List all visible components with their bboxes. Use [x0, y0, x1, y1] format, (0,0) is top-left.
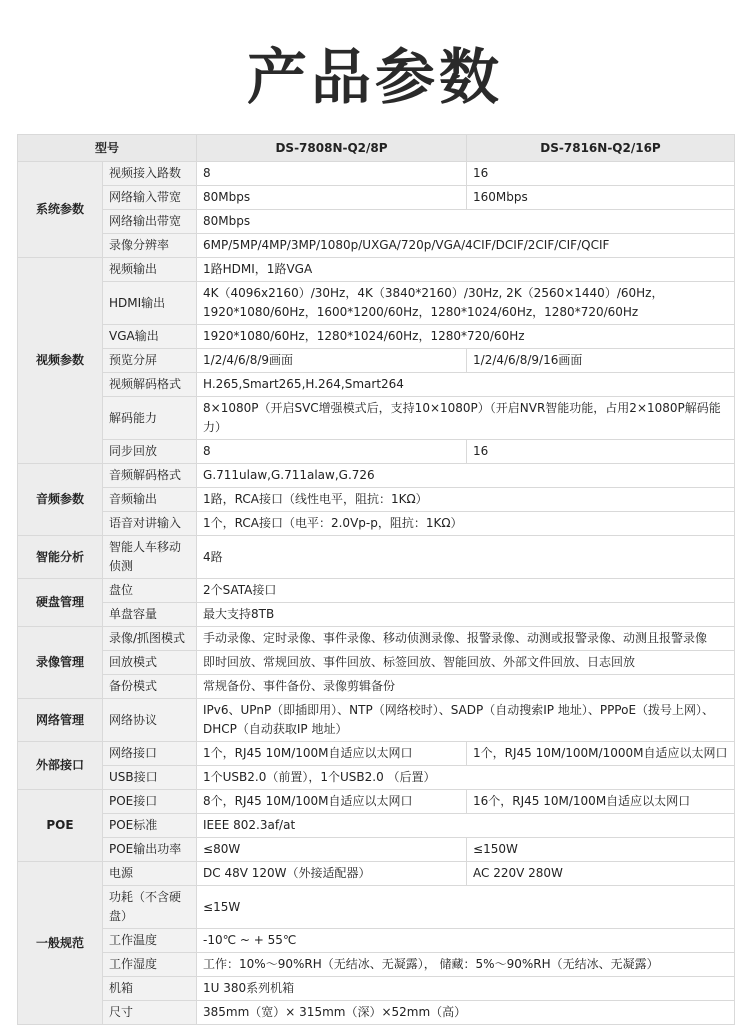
spec-row — [18, 886, 735, 929]
param-value: ≤15W — [197, 886, 735, 929]
spec-row — [18, 862, 735, 886]
category-cell: POE — [18, 790, 103, 862]
spec-row — [18, 699, 735, 742]
spec-row — [18, 929, 735, 953]
param-value-model-b: 16 — [467, 440, 735, 464]
param-value: 即时回放、常规回放、事件回放、标签回放、智能回放、外部文件回放、日志回放 — [197, 651, 735, 675]
spec-row — [18, 742, 735, 766]
spec-row — [18, 234, 735, 258]
param-label: 网络接口 — [103, 742, 197, 766]
model-label: 型号 — [18, 135, 197, 162]
param-value-model-b: 16 — [467, 162, 735, 186]
param-value: G.711ulaw,G.711alaw,G.726 — [197, 464, 735, 488]
spec-row — [18, 536, 735, 579]
param-value: 385mm（宽）× 315mm（深）×52mm（高） — [197, 1001, 735, 1025]
param-label: 备份模式 — [103, 675, 197, 699]
param-value: 2个SATA接口 — [197, 579, 735, 603]
param-value: 最大支持8TB — [197, 603, 735, 627]
param-value-model-b: 160Mbps — [467, 186, 735, 210]
param-label: 智能人车移动侦测 — [103, 536, 197, 579]
param-label: 音频解码格式 — [103, 464, 197, 488]
param-label: 回放模式 — [103, 651, 197, 675]
param-label: 音频输出 — [103, 488, 197, 512]
param-value-model-b: AC 220V 280W — [467, 862, 735, 886]
spec-row — [18, 651, 735, 675]
param-value-model-b: 1个，RJ45 10M/100M/1000M自适应以太网口 — [467, 742, 735, 766]
category-cell: 智能分析 — [18, 536, 103, 579]
spec-row — [18, 814, 735, 838]
param-value-model-b: 16个，RJ45 10M/100M自适应以太网口 — [467, 790, 735, 814]
spec-row — [18, 512, 735, 536]
param-value: 1个USB2.0（前置），1个USB2.0 （后置） — [197, 766, 735, 790]
param-value: H.265,Smart265,H.264,Smart264 — [197, 373, 735, 397]
param-value: 常规备份、事件备份、录像剪辑备份 — [197, 675, 735, 699]
param-label: 解码能力 — [103, 397, 197, 440]
param-value: 1路HDMI，1路VGA — [197, 258, 735, 282]
param-value-model-a: 8 — [197, 162, 467, 186]
param-label: USB接口 — [103, 766, 197, 790]
param-value-model-b: ≤150W — [467, 838, 735, 862]
param-label: 视频接入路数 — [103, 162, 197, 186]
spec-row — [18, 627, 735, 651]
param-value: 1U 380系列机箱 — [197, 977, 735, 1001]
param-label: 预览分屏 — [103, 349, 197, 373]
spec-row — [18, 282, 735, 325]
param-label: 网络输入带宽 — [103, 186, 197, 210]
param-label: POE输出功率 — [103, 838, 197, 862]
param-label: HDMI输出 — [103, 282, 197, 325]
param-value: 4K（4096x2160）/30Hz，4K（3840*2160）/30Hz, 2K（2560×1440）/60Hz，1920*1080/60Hz，1600*1200/60Hz，1280*1024/60Hz，1280*720/60Hz — [197, 282, 735, 325]
spec-table — [17, 134, 735, 1025]
param-label: 视频输出 — [103, 258, 197, 282]
category-cell: 一般规范 — [18, 862, 103, 1025]
param-label: 电源 — [103, 862, 197, 886]
spec-row — [18, 373, 735, 397]
param-label: 机箱 — [103, 977, 197, 1001]
param-value-model-a: 1/2/4/6/8/9画面 — [197, 349, 467, 373]
param-value-model-b: 1/2/4/6/8/9/16画面 — [467, 349, 735, 373]
spec-row — [18, 1001, 735, 1025]
param-value: 6MP/5MP/4MP/3MP/1080p/UXGA/720p/VGA/4CIF/DCIF/2CIF/CIF/QCIF — [197, 234, 735, 258]
spec-row — [18, 162, 735, 186]
param-value: 80Mbps — [197, 210, 735, 234]
param-label: VGA输出 — [103, 325, 197, 349]
spec-row — [18, 349, 735, 373]
param-value: 1个，RCA接口（电平：2.0Vp-p，阻抗：1KΩ） — [197, 512, 735, 536]
header-row — [18, 135, 735, 162]
param-value: 4路 — [197, 536, 735, 579]
category-cell: 系统参数 — [18, 162, 103, 258]
param-value: 手动录像、定时录像、事件录像、移动侦测录像、报警录像、动测或报警录像、动测且报警录像 — [197, 627, 735, 651]
param-value-model-a: DC 48V 120W（外接适配器） — [197, 862, 467, 886]
spec-row — [18, 488, 735, 512]
param-label: 网络输出带宽 — [103, 210, 197, 234]
param-label: POE标准 — [103, 814, 197, 838]
model-a: DS-7808N-Q2/8P — [197, 135, 467, 162]
category-cell: 视频参数 — [18, 258, 103, 464]
param-value-model-a: 8个，RJ45 10M/100M自适应以太网口 — [197, 790, 467, 814]
param-label: 功耗（不含硬盘） — [103, 886, 197, 929]
param-label: 语音对讲输入 — [103, 512, 197, 536]
param-value: IEEE 802.3af/at — [197, 814, 735, 838]
param-value-model-a: 80Mbps — [197, 186, 467, 210]
spec-row — [18, 397, 735, 440]
param-label: 录像/抓图模式 — [103, 627, 197, 651]
spec-row — [18, 838, 735, 862]
spec-row — [18, 766, 735, 790]
page-title: 产品参数 — [247, 43, 503, 113]
param-value: -10℃ ~ + 55℃ — [197, 929, 735, 953]
param-label: 盘位 — [103, 579, 197, 603]
param-label: 网络协议 — [103, 699, 197, 742]
category-cell: 外部接口 — [18, 742, 103, 790]
param-value: 8×1080P（开启SVC增强模式后，支持10×1080P）（开启NVR智能功能，占用2×1080P解码能力） — [197, 397, 735, 440]
model-b: DS-7816N-Q2/16P — [467, 135, 735, 162]
param-label: 单盘容量 — [103, 603, 197, 627]
spec-row — [18, 579, 735, 603]
param-label: 录像分辨率 — [103, 234, 197, 258]
param-value: IPv6、UPnP（即插即用）、NTP（网络校时）、SADP（自动搜索IP 地址）、PPPoE（拨号上网）、DHCP（自动获取IP 地址） — [197, 699, 735, 742]
param-value: 工作：10%～90%RH（无结冰、无凝露）， 储藏：5%～90%RH（无结冰、无凝露） — [197, 953, 735, 977]
spec-row — [18, 325, 735, 349]
param-value-model-a: ≤80W — [197, 838, 467, 862]
param-label: 视频解码格式 — [103, 373, 197, 397]
spec-row — [18, 977, 735, 1001]
spec-row — [18, 186, 735, 210]
param-label: 工作温度 — [103, 929, 197, 953]
param-value-model-a: 8 — [197, 440, 467, 464]
param-label: 同步回放 — [103, 440, 197, 464]
param-label: POE接口 — [103, 790, 197, 814]
param-value: 1路，RCA接口（线性电平，阻抗：1KΩ） — [197, 488, 735, 512]
category-cell: 录像管理 — [18, 627, 103, 699]
spec-row — [18, 603, 735, 627]
spec-row — [18, 440, 735, 464]
param-label: 尺寸 — [103, 1001, 197, 1025]
spec-row — [18, 464, 735, 488]
spec-row — [18, 675, 735, 699]
spec-row — [18, 790, 735, 814]
spec-row — [18, 210, 735, 234]
category-cell: 音频参数 — [18, 464, 103, 536]
param-label: 工作湿度 — [103, 953, 197, 977]
category-cell: 网络管理 — [18, 699, 103, 742]
spec-row — [18, 953, 735, 977]
param-value: 1920*1080/60Hz，1280*1024/60Hz，1280*720/60Hz — [197, 325, 735, 349]
spec-row — [18, 258, 735, 282]
category-cell: 硬盘管理 — [18, 579, 103, 627]
param-value-model-a: 1个，RJ45 10M/100M自适应以太网口 — [197, 742, 467, 766]
